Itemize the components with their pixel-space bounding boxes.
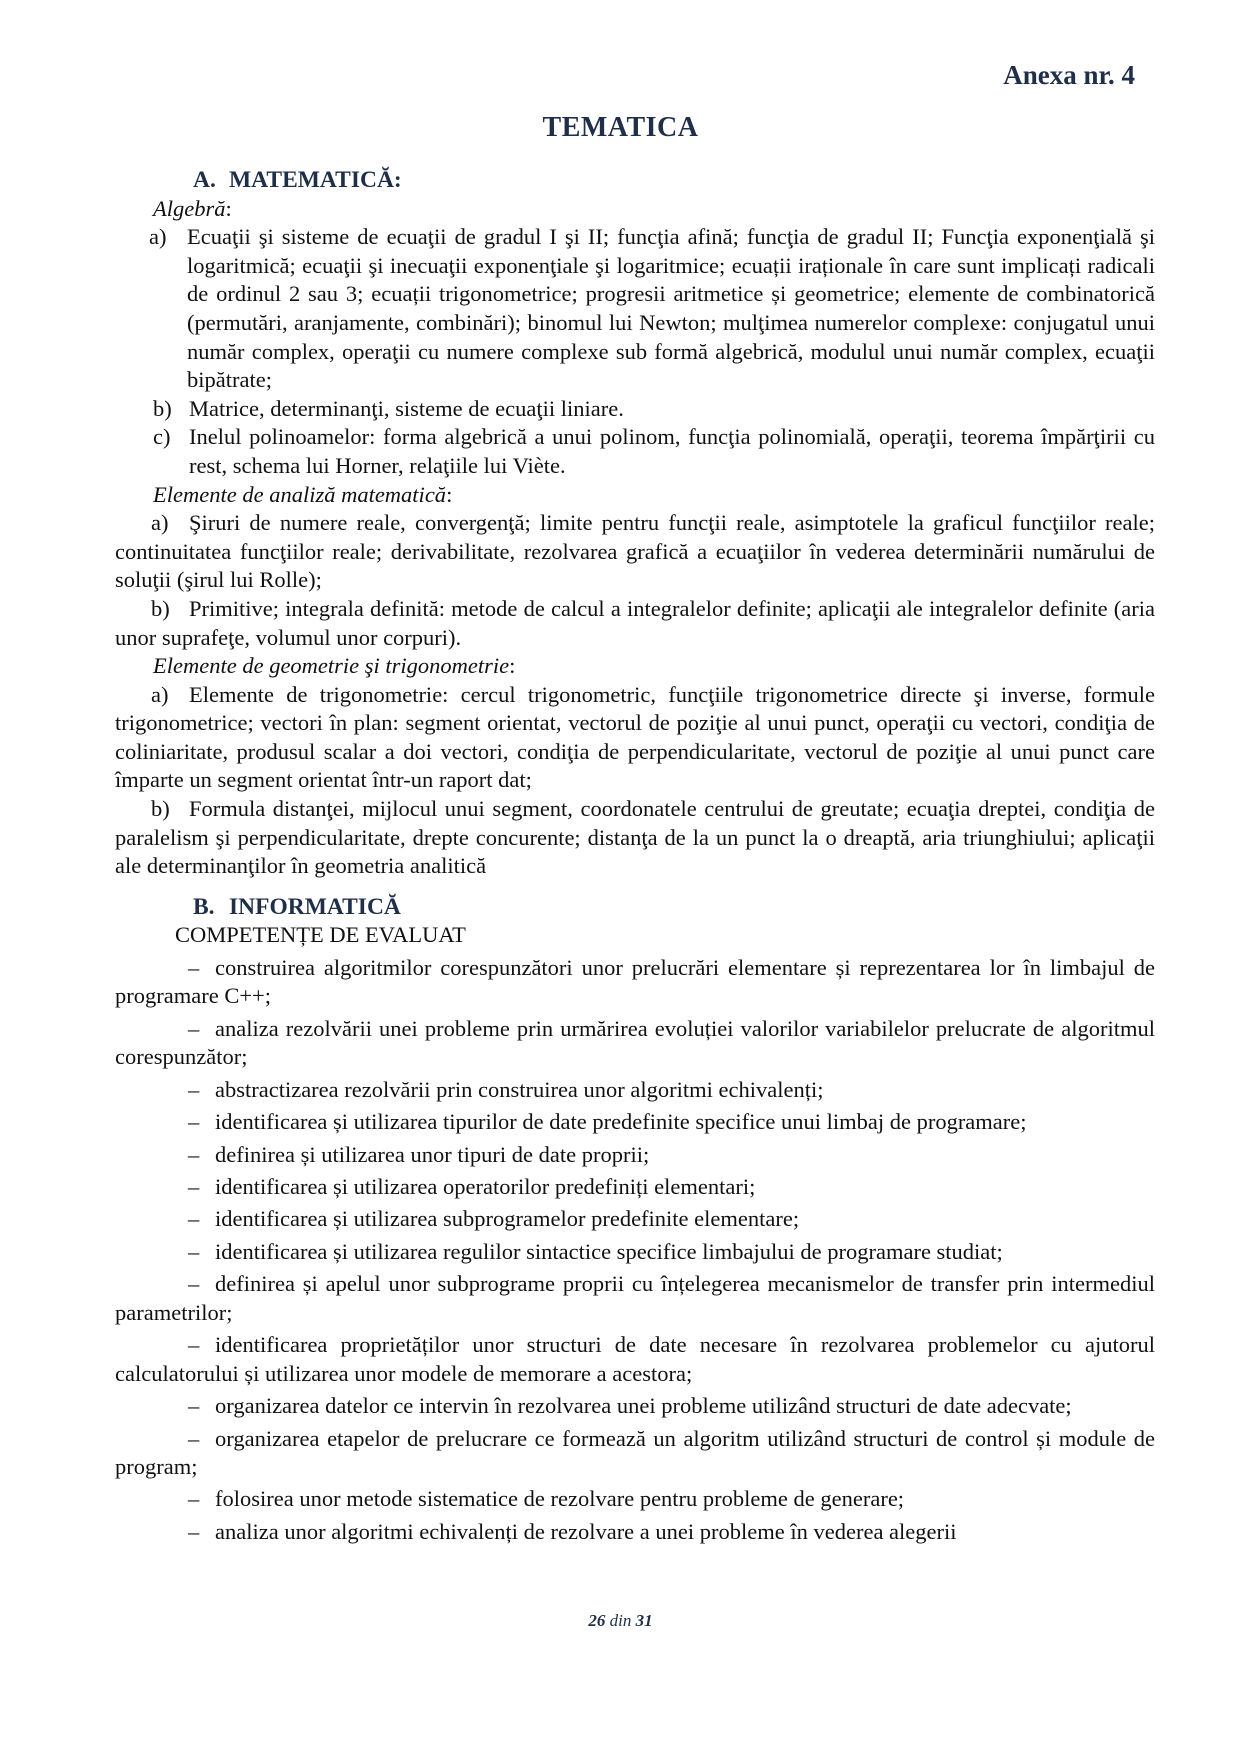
list-item: b) Primitive; integrala definită: metode de calcul a integralelor definite; aplicaţii ale integralelor definite (aria unor suprafeţe, volumul unor corpuri). [115, 595, 1155, 650]
list-item [115, 1076, 1155, 1105]
list-item [115, 1392, 1155, 1421]
dash-marker: – [188, 1141, 200, 1167]
list-item: a) Şiruri de numere reale, convergenţă; limite pentru funcţii reale, asimptotele la graficul funcţiilor reale; continuitatea funcţiilor reale; derivabilitate, rezolvarea grafică a ecuaţiilor în vederea determinării numărului de soluţii (şirul lui Rolle); [115, 510, 1155, 593]
list-item [115, 1485, 1155, 1514]
list-item [115, 1205, 1155, 1234]
dash-marker: – [188, 1393, 200, 1419]
section-a-heading: A. MATEMATICĂ: [193, 167, 402, 193]
document-title: TEMATICA [542, 112, 699, 143]
dash-marker: – [188, 1076, 200, 1102]
dash-marker: – [188, 954, 200, 980]
dash-marker: – [188, 1015, 200, 1041]
competence-text: identificarea proprietăților unor structuri de date necesare în rezolvarea problemelor cu ajutorul calculatorului și utilizarea unor modele de memorare a acestora; [115, 1332, 1155, 1386]
competence-text: organizarea datelor ce intervin în rezolvarea unei probleme utilizând structuri de date adecvate; [215, 1393, 1072, 1419]
list-item: b) Formula distanţei, mijlocul unui segment, coordonatele centrului de greutate; ecuaţia dreptei, condiţia de paralelism şi perpendicularitate, drepte concurente; distanţa de la un punct la o dreaptă, aria triunghiului; aplicaţii ale determinanţilor în geometria analitică [115, 796, 1155, 879]
list-item: a) Ecuaţii şi sisteme de ecuaţii de gradul I şi II; funcţia afină; funcţia de gradul II; Funcţia exponenţială şi logaritmică; ecuaţii şi inecuaţii exponenţiale şi logaritmice; ecuații iraționale în care sunt implicați radicali de ordinul 2 sau 3; ecuații trigonometrice; progresii aritmetice și geometrice; elemente de combinatorică (permutări, aranjamente, combinări); binomul lui Newton; mulţimea numerelor complexe: conjugatul unui număr complex, operaţii cu numere complexe sub formă algebrică, modulul unui număr complex, ecuaţii bipătrate; [149, 224, 1155, 393]
competence-text: identificarea și utilizarea operatorilor predefiniți elementari; [215, 1173, 756, 1199]
competence-text: construirea algoritmilor corespunzători unor prelucrări elementare și reprezentarea lor în limbajul de programare C++; [115, 954, 1155, 1009]
competences-title: COMPETENȚE DE EVALUAT [175, 922, 466, 948]
list-item [115, 1173, 1155, 1202]
dash-marker: – [188, 1109, 200, 1135]
dash-marker: – [188, 1206, 200, 1232]
competence-text: definirea și utilizarea unor tipuri de date proprii; [215, 1141, 650, 1167]
list-item [115, 1331, 1155, 1388]
competence-text: abstractizarea rezolvării prin construirea unor algoritmi echivalenți; [215, 1076, 824, 1102]
section-b-heading: B. INFORMATICĂ [193, 893, 401, 920]
competence-text: analiza unor algoritmi echivalenți de rezolvare a unei probleme în vederea alegerii [215, 1518, 957, 1544]
analysis-subheading: Elemente de analiză matematică: [153, 481, 453, 507]
competence-text: identificarea și utilizarea regulilor sintactice specifice limbajului de programare studiat; [215, 1238, 1003, 1264]
list-item: b) Matrice, determinanţi, sisteme de ecuaţii liniare. [153, 395, 624, 421]
dash-marker: – [188, 1486, 200, 1512]
dash-marker: – [188, 1271, 200, 1297]
competence-text: identificarea și utilizarea subprogramelor predefinite elementare; [215, 1206, 800, 1232]
list-item [115, 1238, 1155, 1267]
competence-text: analiza rezolvării unei probleme prin urmărirea evoluției valorilor variabilelor prelucrate de algoritmul corespunzător; [115, 1015, 1155, 1070]
competence-text: identificarea și utilizarea tipurilor de date predefinite specifice unui limbaj de programare; [215, 1109, 1027, 1135]
competences-list [115, 954, 1155, 1547]
list-item: a) Elemente de trigonometrie: cercul trigonometric, funcţiile trigonometrice directe şi inverse, formule trigonometrice; vectori în plan: segment orientat, vectorul de poziţie al unui punct, operaţii cu vectori, condiţia de coliniaritate, produsul scalar a doi vectori, condiţia de perpendicularitate, vectorul de poziţie al unui punct care împarte un segment orientat într-un raport dat; [115, 681, 1155, 793]
annex-label: Anexa nr. 4 [1003, 60, 1135, 90]
competence-text: folosirea unor metode sistematice de rezolvare pentru probleme de generare; [215, 1486, 905, 1512]
list-item: c) Inelul polinoamelor: forma algebrică a unui polinom, funcţia polinomială, operaţii, teorema împărţirii cu rest, schema lui Horner, relaţiile lui Viète. [153, 424, 1155, 478]
dash-marker: – [188, 1332, 200, 1358]
page-number: 26 din 31 [588, 1611, 653, 1630]
geometry-subheading: Elemente de geometrie şi trigonometrie: [153, 653, 516, 679]
dash-marker: – [188, 1173, 200, 1199]
list-item [115, 1141, 1155, 1170]
list-item [115, 954, 1155, 1011]
document-body [115, 166, 1155, 1546]
dash-marker: – [188, 1425, 200, 1451]
algebra-subheading: Algebră: [153, 195, 232, 221]
list-item [115, 1108, 1155, 1137]
dash-marker: – [188, 1238, 200, 1264]
competence-text: organizarea etapelor de prelucrare ce formează un algoritm utilizând structuri de control și module de program; [115, 1425, 1155, 1480]
competence-text: definirea și apelul unor subprograme proprii cu înțelegerea mecanismelor de transfer prin intermediul parametrilor; [115, 1271, 1155, 1325]
dash-marker: – [188, 1518, 200, 1544]
list-item [115, 1015, 1155, 1072]
list-item [115, 1425, 1155, 1482]
list-item [115, 1518, 1155, 1547]
list-item [115, 1270, 1155, 1327]
